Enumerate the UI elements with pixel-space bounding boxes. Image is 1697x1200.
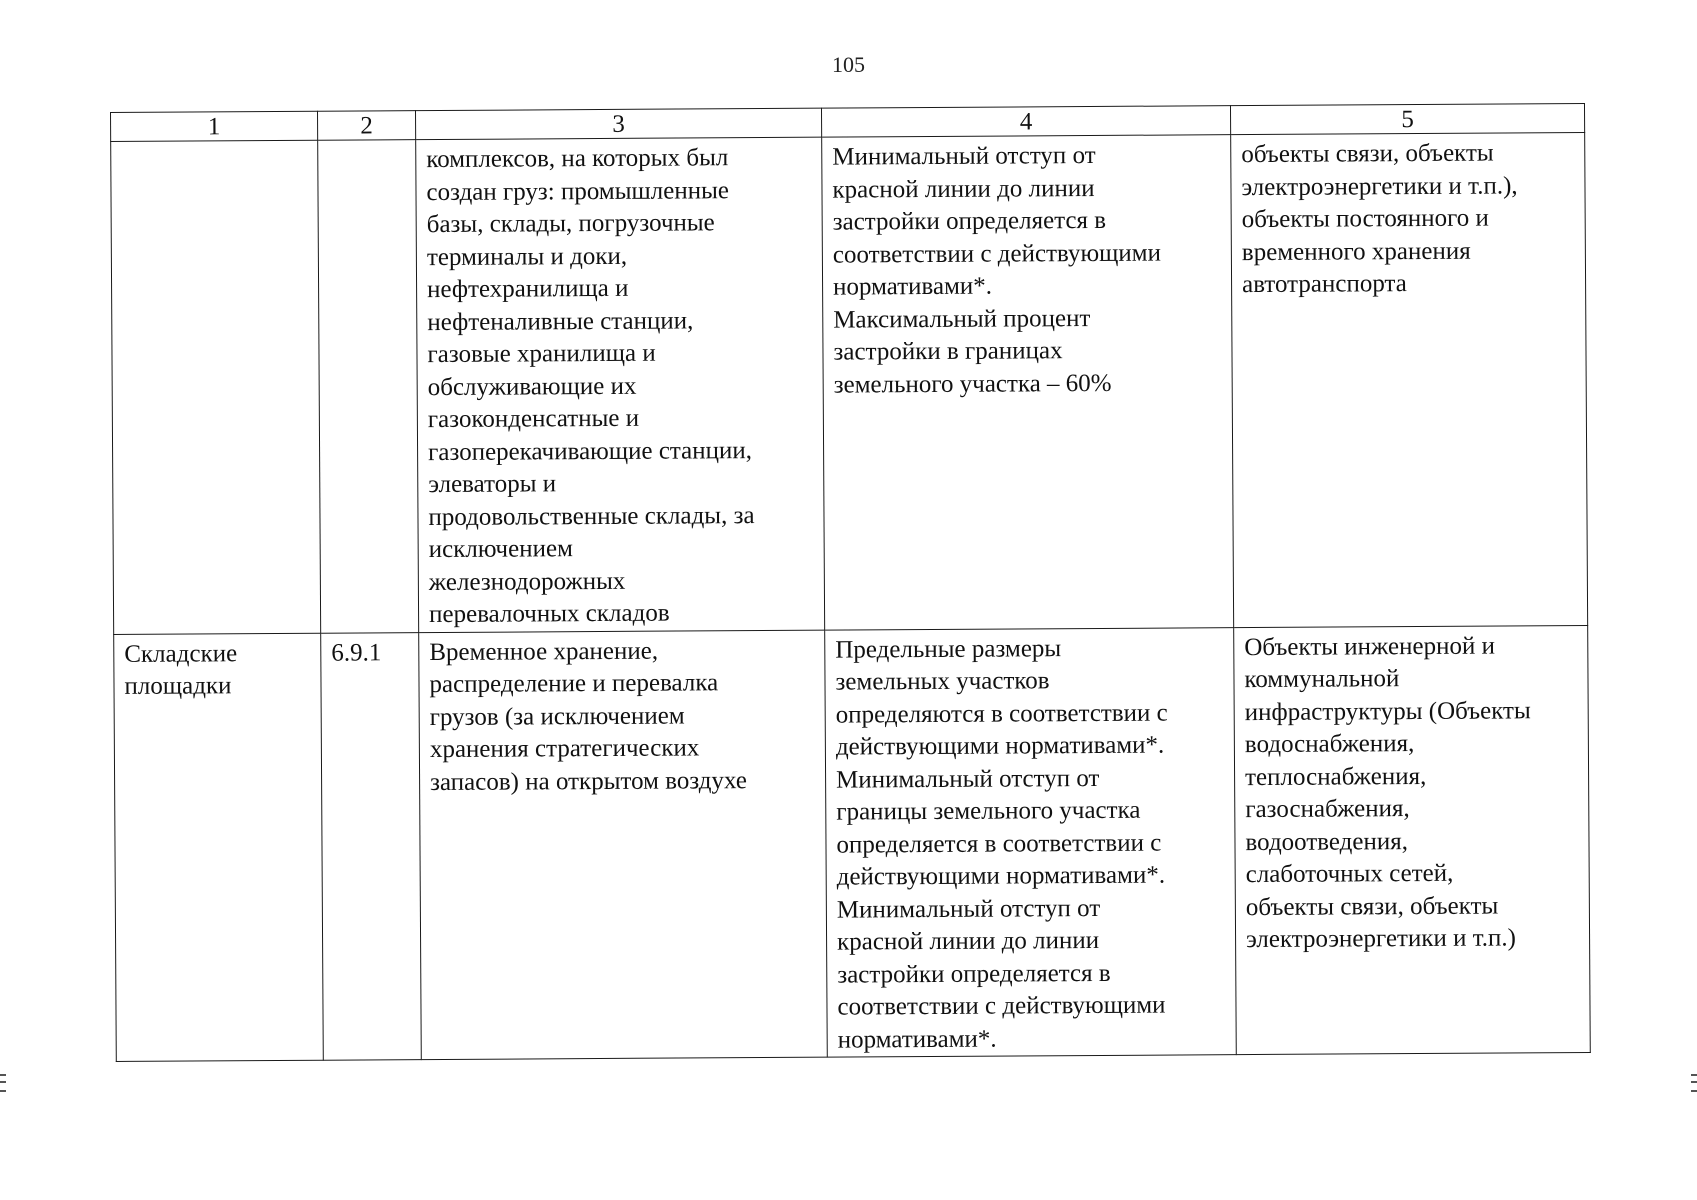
column-header-4: 4 [821, 106, 1230, 137]
use-code-text: 6.9.1 [331, 638, 382, 667]
left-scan-edge-mark [0, 1074, 6, 1092]
column-header-2: 2 [317, 111, 415, 141]
use-description-text: Временное хранение, распределение и перевалка грузов (за исключением хранения стратегических запасов) на открытом воздухе [429, 637, 747, 796]
auxiliary-uses-text: Объекты инженерной и коммунальной инфраструктуры (Объекты водоснабжения, теплоснабжения, газоснабжения, водоотведения, слаботочных сетей, объекты связи, объекты электроэнергетики и т.п.) [1244, 632, 1531, 954]
use-name-text: Складские площадки [124, 639, 238, 700]
cell-parameters [822, 135, 1234, 630]
column-header-5: 5 [1230, 103, 1584, 134]
column-header-1: 1 [111, 111, 318, 141]
cell-use-code [321, 632, 422, 1060]
table-row [111, 132, 1588, 633]
right-scan-edge-mark [1691, 1074, 1697, 1092]
cell-use-name [111, 140, 321, 634]
page-number: 105 [832, 52, 865, 77]
land-use-table [110, 103, 1591, 1062]
cell-auxiliary-uses [1234, 625, 1591, 1055]
parameters-text: Предельные размеры земельных участков определяются в соответствии с действующими нормативами*. Минимальный отступ от границы земельного участка определяется в соответствии с действующими нормативами*. Минимальный отступ от красной линии до линии застройки определяется в соответствии с действующими нормативами*. [835, 634, 1168, 1054]
table-row [114, 625, 1591, 1061]
cell-use-name [114, 633, 324, 1062]
cell-auxiliary-uses [1231, 132, 1588, 627]
use-description-text: комплексов, на которых был создан груз: промышленные базы, склады, погрузочные терминалы и доки, нефтехранилища и нефтеналивные станции, газовые хранилища и обслуживающие их газоконденсатные и газоперекачивающие станции, элеваторы и продовольственные склады, за исключением железнодорожных перевалочных складов [426, 144, 755, 629]
cell-use-description [419, 630, 828, 1060]
auxiliary-uses-text: объекты связи, объекты электроэнергетики и т.п.), объекты постоянного и временного хранения автотранспорта [1241, 139, 1518, 299]
column-header-3: 3 [415, 108, 821, 139]
parameters-text: Минимальный отступ от красной линии до линии застройки определяется в соответствии с действующими нормативами*. Максимальный процент застройки в границах земельного участка – 60% [832, 141, 1161, 399]
cell-parameters [825, 627, 1237, 1057]
cell-use-code [318, 140, 419, 633]
cell-use-description [416, 137, 825, 632]
